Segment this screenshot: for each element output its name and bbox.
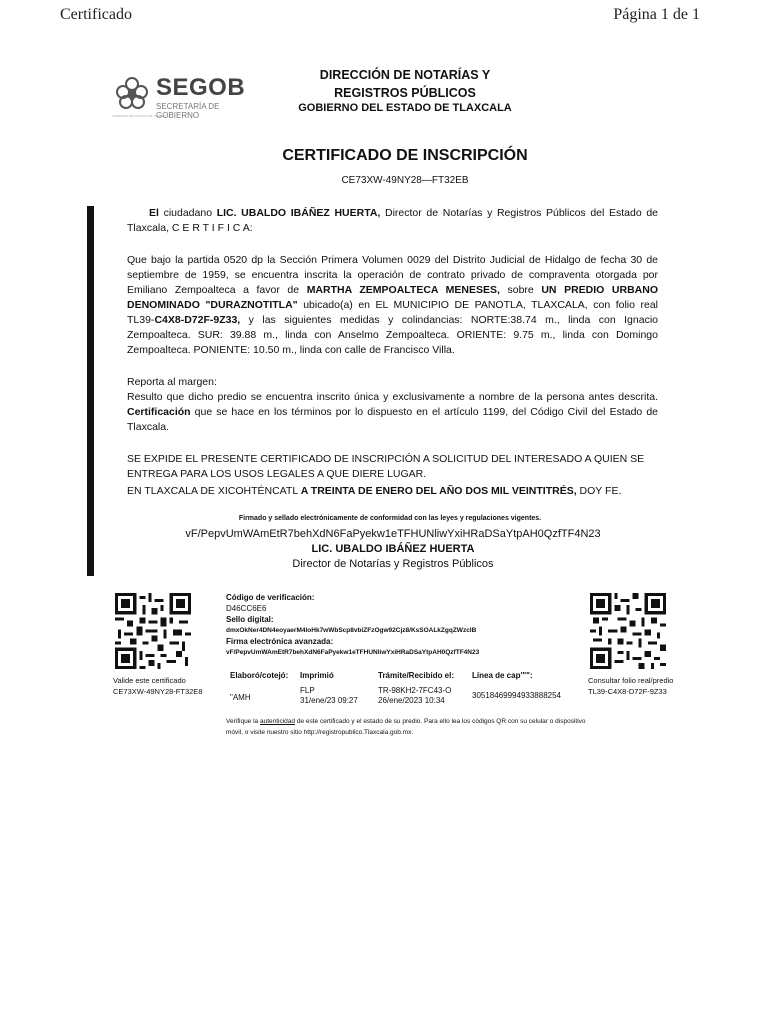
office-title: DIRECCIÓN DE NOTARÍAS Y REGISTROS PÚBLICOS	[319, 68, 491, 100]
paragraph-inscription: Que bajo la partida 0520 dp la Sección Primera Volumen 0029 del Distrito Judicial de Hidalgo de fecha 30 de septiembre de 1959, se encuentra inscrita la operación de contrato privado de compraventa otorgada por Emiliano Zempoalteca a favor de MARTHA ZEMPOALTECA MENESES, sobre UN PREDIO URBANO DENOMINADO "DURAZNOTITLA" ubicado(a) en EL MUNICIPIO DE PANOTLA, TLAXCALA, con folio real TL39-C4X8-D72F-9Z33, y las siguientes medidas y colindancias: NORTE:38.74 m., linda con Ignacio Zempoalteca. SUR: 39.88 m., linda con Anselmo Zempoalteca. ORIENTE: 9.75 m., linda con Domingo Zempoalteca. PONIENTE: 10.50 m., linda con calle de Francisco Villa.	[127, 254, 658, 356]
paragraph-issuance: SE EXPIDE EL PRESENTE CERTIFICADO DE INSCRIPCIÓN A SOLICITUD DEL INTERESADO A QUIEN SE ENTREGA PARA LOS USOS LEGALES A QUE DIERE LUGAR.	[127, 453, 645, 480]
logo-name: SEGOB	[156, 74, 246, 101]
page-header-left: Certificado	[60, 6, 132, 23]
digital-seal: dmxOkNer4DN4eoyaerM4loHk7wWbScp8vbiZFzOgw92Cjz8/KsSOALkZgqZWzcIB	[226, 627, 477, 634]
document-code: CE73XW-49NY28—FT32EB	[341, 175, 469, 186]
paragraph-margin-report: Reporta al margen: Resulto que dicho predio se encuentra inscrito única y exclusivamente a nombre de la persona antes descrita. Certificación que se hace en los términos por lo dispuesto en el artículo 1199, del Código Civil del Estado de Tlaxcala.	[127, 376, 658, 433]
signer-name: LIC. UBALDO IBÁÑEZ HUERTA	[311, 543, 475, 555]
advanced-signature: vF/PepvUmWAmEtR7behXdN6FaPyekw1eTFHUNliwYxiHRaDSaYtpAH0QzfTF4N23	[226, 649, 480, 656]
qr-right-caption: Consultar folio real/predio TL39-C4X8-D72F-9Z33	[588, 676, 674, 696]
segob-logo	[112, 72, 252, 120]
signature-hash: vF/PepvUmWAmEtR7behXdN6FaPyekw1eTFHUNliwYxiHRaDSaYtpAH0QzfTF4N23	[185, 528, 601, 540]
paragraph-place-date: EN TLAXCALA DE XICOHTÉNCATL A TREINTA DE ENERO DEL AÑO DOS MIL VEINTITRÉS, DOY FE.	[127, 485, 622, 497]
qr-code-folio[interactable]	[590, 593, 666, 669]
logo-subtitle: SECRETARÍA DE GOBIERNO	[156, 102, 220, 120]
qr-left-caption: Valide este certificado CE73XW-49NY28-FT32E8	[113, 676, 203, 696]
qr-code-certificate[interactable]	[115, 593, 191, 669]
margin-bar	[87, 206, 94, 576]
signer-title: Director de Notarías y Registros Públicos	[292, 558, 494, 570]
logo-tiny-text: GOBIERNO DEL ESTADO DE TLAXCALA	[112, 114, 169, 118]
flower-emblem-icon	[112, 72, 152, 116]
qr-code-icon	[590, 593, 666, 669]
page-header-right: Página 1 de 1	[613, 6, 700, 23]
document-title: CERTIFICADO DE INSCRIPCIÓN	[282, 147, 528, 164]
digital-seal-label: Sello digital:	[226, 615, 274, 624]
paragraph-intro: El ciudadano LIC. UBALDO IBÁÑEZ HUERTA, Director de Notarías y Registros Públicos del Estado de Tlaxcala, C E R T I F I C A:	[127, 207, 658, 234]
advanced-signature-label: Firma electrónica avanzada:	[226, 637, 334, 646]
qr-code-icon	[115, 593, 191, 669]
verification-block	[226, 592, 566, 658]
signature-note: Firmado y sellado electrónicamente de conformidad con las leyes y regulaciones vigentes.	[238, 515, 542, 522]
office-subtitle: GOBIERNO DEL ESTADO DE TLAXCALA	[298, 102, 512, 114]
verification-code-label: Código de verificación:	[226, 593, 315, 602]
verify-note: Verifique la autenticidad de este certificado y el estado de su predio. Para ello lea los códigos QR con su celular o dispositivo móvil, o visite nuestro sitio http://registropublico.Tlaxcala.gob.mx.	[226, 718, 586, 736]
verification-code: D46CC6E6	[226, 604, 267, 613]
